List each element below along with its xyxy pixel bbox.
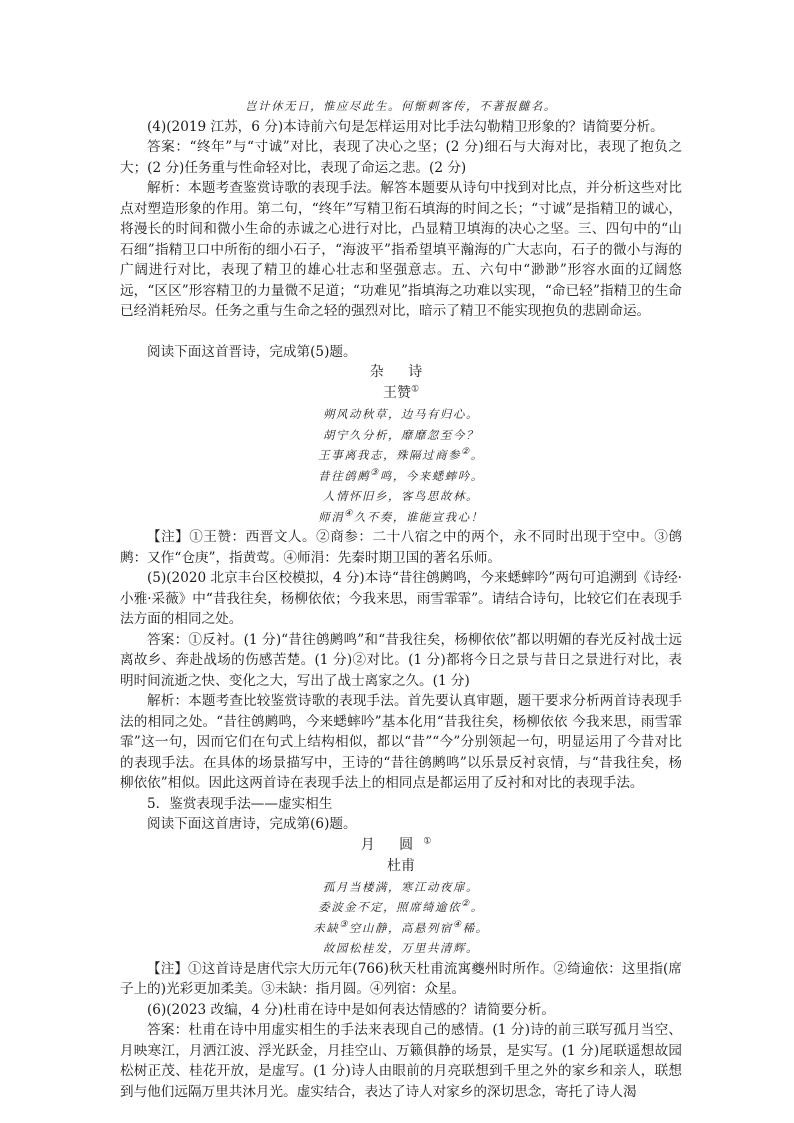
answer-4: 答案：“终年”与“寸诚”对比，表现了决心之坚；(2 分)细石与大海对比，表现了抱负之大；(2 分)任务重与性命轻对比，表现了命运之悲。(2 分) [120,139,682,176]
poem-line: 人情怀旧乡，客鸟思故林。 [323,489,479,503]
analysis-4: 解析：本题考查鉴赏诗歌的表现手法。解答本题要从诗句中找到对比点，并分析这些对比点对塑造形象的作用。第二句，“终年”写精卫衔石填海的时间之长；“寸诚”是指精卫的诚心，将漫长的时间和微小生命的赤诚之心进行对比，凸显精卫填海的决心之坚。三、四句中的“山石细”指精卫口中所衔的细小石子，“海波平”指希望填平瀚海的广大志向，石子的微小与海的广阔进行对比，表现了精卫的雄心壮志和坚强意志。五、六句中“渺渺”形容水面的辽阔悠远，“区区”形容精卫的力量微不足道；“功难见”指填海之功难以实现，“命已轻”指精卫的生命已经消耗殆尽。任务之重与生命之轻的强烈对比，暗示了精卫不能实现抱负的悲剧命运。 [120,180,682,319]
poem1-author: 王赞① [382,384,420,401]
poem1-intro: 阅读下面这首晋诗，完成第(5)题。 [147,343,357,360]
question-6: (6)(2023 改编，4 分)杜甫在诗中是如何表达情感的？请简要分析。 [147,1001,555,1018]
question-5: (5)(2020 北京丰台区校模拟，4 分)本诗“昔往鸧鹒鸣，今来蟋蟀吟”两句可追溯到《诗经·小雅·采薇》中“昔我往矣，杨柳依依；今我来思，雨雪霏霏”。请结合诗句，比较它们在表现手法方面的相同之处。 [120,570,682,627]
poem-line: 委波金不定，照席绮逾依②。 [318,899,484,914]
poem-line: 昔往鸧鹒③鸣，今来蟋蟀吟。 [318,467,484,483]
poem2-intro: 阅读下面这首唐诗，完成第(6)题。 [147,816,357,832]
poem-line: 朔风动秋草，边马有归心。 [323,407,479,421]
poem-line: 未缺③空山静，高悬列宿④稀。 [313,919,489,935]
poem2-author: 杜甫 [387,857,415,874]
analysis-5: 解析：本题考查比较鉴赏诗歌的表现手法。首先要认真审题，题干要求分析两首诗表现手法的相同之处。“昔往鸧鹒鸣，今来蟋蟀吟”基本化用“昔我往矣，杨柳依依 今我来思，雨雪霏霏”这一句，因而它们在句式上结构相似，都以“昔”“今”分别领起一句，明显运用了今昔对比的表现手法。在具体的场景描写中，王诗的“昔往鸧鹒鸣”以乐景反衬哀情，与“昔我往矣，杨柳依依”相似。因此这两首诗在表现手法上的相同点是都运用了反衬和对比的表现手法。 [120,693,682,791]
poem2-footnote: 【注】①这首诗是唐代宗大历元年(766)秋天杜甫流寓夔州时所作。②绮逾依：这里指(席子上的)光彩更加柔美。③未缺：指月圆。④列宿：众星。 [120,960,682,997]
answer-6: 答案：杜甫在诗中用虚实相生的手法来表现自己的感情。(1 分)诗的前三联写孤月当空、月映寒江，月洒江波、浮光跃金，月挂空山、万籁俱静的场景，是实写。(1 分)尾联遥想故园松树正茂、桂花开放，是虚写。(1 分)诗人由眼前的月亮联想到千里之外的家乡和亲人，联想到与他们远隔万里共沐月光。虚实结合，表达了诗人对家乡的深切思念，寄托了诗人渴 [120,1022,682,1100]
poem-line: 王事离我志，殊隔过商参②。 [318,447,484,462]
poem1-footnote: 【注】①王赞：西晋文人。②商参：二十八宿之中的两个，永不同时出现于空中。③鸧鹒：又作“仓庚”，指黄莺。④师涓：先秦时期卫国的著名乐师。 [120,529,682,566]
poem2-title: 月 圆① [360,835,442,853]
question-4: (4)(2019 江苏，6 分)本诗前六句是怎样运用对比手法勾勒精卫形象的？请简要分析。 [147,118,664,135]
poem-line: 孤月当楼满，寒江动夜扉。 [323,879,479,894]
document-page [120,96,682,1102]
poem1-title: 杂 诗 [369,364,433,380]
poem-line: 故园松桂发，万里共清辉。 [323,941,479,955]
section-heading: 5．鉴赏表现手法——虚实相生 [147,795,333,812]
answer-5: 答案：①反衬。(1 分)“昔往鸧鹒鸣”和“昔我往矣，杨柳依依”都以明媚的春光反衬战士远离故乡、奔赴战场的伤感苦楚。(1 分)②对比。(1 分)都将今日之景与昔日之景进行对比，表明时间流逝之快、变化之大，写出了战士离家之久。(1 分) [120,631,682,689]
poem-line: 岂计休无日，惟应尽此生。何惭刺客传，不著报雠名。 [245,99,557,113]
poem-line: 师涓④久不奏，谁能宣我心！ [318,508,484,524]
poem-line: 胡宁久分析，靡靡忽至今？ [323,427,479,442]
